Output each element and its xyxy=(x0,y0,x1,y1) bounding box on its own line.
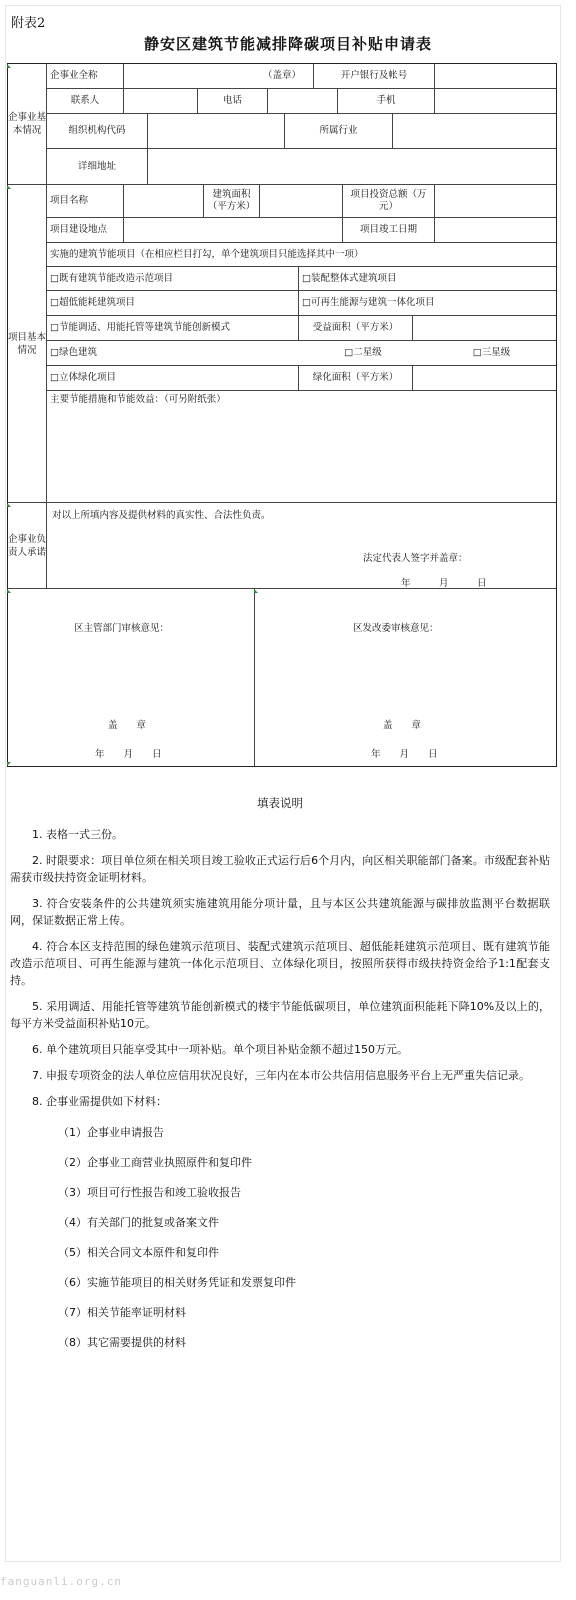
measures-field[interactable] xyxy=(47,391,556,503)
instructions xyxy=(10,795,550,1364)
cell-marker xyxy=(7,589,11,593)
org-code-field[interactable] xyxy=(148,114,285,149)
project-name-label: 项目名称 xyxy=(47,185,124,218)
ndrc-review-box[interactable] xyxy=(255,589,556,766)
org-code-label: 组织机构代码 xyxy=(47,114,148,149)
instruction-item: 1. 表格一式三份。 xyxy=(32,828,123,841)
option-three-star[interactable]: □三星级 xyxy=(427,341,556,366)
option-ultralow[interactable]: □超低能耗建筑项目 xyxy=(47,291,299,316)
site-label: 项目建设地点 xyxy=(47,218,124,243)
material-item: （7）相关节能率证明材料 xyxy=(58,1306,186,1319)
phone-label: 电话 xyxy=(198,89,268,114)
address-field[interactable] xyxy=(148,149,556,185)
material-item: （8）其它需要提供的材料 xyxy=(58,1336,186,1349)
instruction-item: 6. 单个建筑项目只能享受其中一项补贴。单个项目补贴金额不超过150万元。 xyxy=(32,1043,408,1056)
cell-marker xyxy=(7,503,11,507)
project-section-label: 项目基本情况 xyxy=(8,185,47,503)
instruction-item: 4. 符合本区支持范围的绿色建筑示范项目、装配式建筑示范项目、超低能耗建筑示范项目、既有建筑节能改造示范项目、可再生能源与建筑一体化示范项目、立体绿化项目，按照所获得市级扶持资金给予1:1配套支持。 xyxy=(10,940,550,987)
material-item: （3）项目可行性报告和竣工验收报告 xyxy=(58,1186,241,1199)
option-two-star[interactable]: □二星级 xyxy=(299,341,427,366)
ndrc-date: 年 月 日 xyxy=(371,749,438,760)
watermark: fanguanli.org.cn xyxy=(0,1575,122,1588)
instruction-item: 3. 符合安装条件的公共建筑须实施建筑用能分项计量，且与本区公共建筑能源与碳排放监测平台数据联网，保证数据正常上传。 xyxy=(10,897,550,927)
form-title: 静安区建筑节能减排降碳项目补贴申请表 xyxy=(143,35,432,53)
material-item: （2）企事业工商营业执照原件和复印件 xyxy=(58,1156,252,1169)
instruction-item: 8. 企事业需提供如下材料： xyxy=(32,1095,167,1108)
instruction-item: 5. 采用调适、用能托管等建筑节能创新模式的楼宇节能低碳项目，单位建筑面积能耗下降10%及以上的，每平方米受益面积补贴10元。 xyxy=(10,1000,550,1030)
material-item: （5）相关合同文本原件和复印件 xyxy=(58,1246,219,1259)
contact-label: 联系人 xyxy=(47,89,124,114)
building-area-label: 建筑面积（平方米） xyxy=(204,185,260,218)
application-form xyxy=(7,63,557,767)
bank-label: 开户银行及帐号 xyxy=(314,64,435,89)
building-area-field[interactable] xyxy=(260,185,343,218)
attachment-label: 附表2 xyxy=(11,16,46,31)
cell-marker xyxy=(254,589,258,593)
commitment-section-label: 企事业负责人承诺 xyxy=(8,503,47,589)
instruction-item: 7. 申报专项资金的法人单位应信用状况良好，三年内在本市公共信用信息服务平台上无严重失信记录。 xyxy=(32,1069,530,1082)
instructions-title: 填表说明 xyxy=(257,796,303,810)
completion-date-field[interactable] xyxy=(435,218,556,243)
option-green[interactable]: □绿色建筑 xyxy=(47,341,299,366)
industry-label: 所属行业 xyxy=(285,114,393,149)
district-date: 年 月 日 xyxy=(95,749,162,760)
implemented-project-label: 实施的建筑节能项目（在相应栏目打勾，单个建筑项目只能选择其中一项） xyxy=(47,243,556,267)
cell-marker xyxy=(7,185,11,189)
investment-label: 项目投资总额（万元） xyxy=(343,185,435,218)
basic-section-label: 企事业基本情况 xyxy=(8,64,47,185)
district-review-label: 区主管部门审核意见： xyxy=(74,623,170,634)
green-area-label: 绿化面积（平方米） xyxy=(299,366,413,391)
phone-field[interactable] xyxy=(268,89,338,114)
material-item: （6）实施节能项目的相关财务凭证和发票复印件 xyxy=(58,1276,296,1289)
project-name-field[interactable] xyxy=(124,185,204,218)
benefit-area-field[interactable] xyxy=(413,316,556,341)
option-vertical-green[interactable]: □立体绿化项目 xyxy=(47,366,299,391)
company-name-label: 企事业全称 xyxy=(47,64,124,89)
option-prefab[interactable]: □装配整体式建筑项目 xyxy=(299,267,556,291)
ndrc-review-label: 区发改委审核意见： xyxy=(353,623,439,634)
measures-label: 主要节能措施和节能效益：（可另附纸张） xyxy=(50,394,226,405)
address-label: 详细地址 xyxy=(47,149,148,185)
commitment-date: 年 月 日 xyxy=(401,578,487,589)
option-renewable[interactable]: □可再生能源与建筑一体化项目 xyxy=(299,291,556,316)
company-name-field[interactable] xyxy=(124,64,314,89)
bank-field[interactable] xyxy=(435,64,556,89)
investment-field[interactable] xyxy=(435,185,556,218)
district-seal-label: 盖 章 xyxy=(108,720,147,731)
completion-date-label: 项目竣工日期 xyxy=(343,218,435,243)
signature-label: 法定代表人签字并盖章： xyxy=(363,553,468,564)
ndrc-seal-label: 盖 章 xyxy=(383,720,422,731)
industry-field[interactable] xyxy=(393,114,556,149)
option-tuning[interactable]: □节能调适、用能托管等建筑节能创新模式 xyxy=(47,316,299,341)
mobile-field[interactable] xyxy=(435,89,556,114)
green-area-field[interactable] xyxy=(413,366,556,391)
option-retrofit[interactable]: □既有建筑节能改造示范项目 xyxy=(47,267,299,291)
district-review-box[interactable] xyxy=(8,589,255,766)
mobile-label: 手机 xyxy=(338,89,435,114)
cell-marker xyxy=(7,64,11,68)
cell-marker xyxy=(7,762,11,766)
benefit-area-label: 受益面积（平方米） xyxy=(299,316,413,341)
material-item: （1）企事业申请报告 xyxy=(58,1126,164,1139)
seal-note: （盖章） xyxy=(262,70,301,81)
site-field[interactable] xyxy=(124,218,343,243)
material-item: （4）有关部门的批复或备案文件 xyxy=(58,1216,219,1229)
contact-field[interactable] xyxy=(124,89,198,114)
instruction-item: 2. 时限要求：项目单位须在相关项目竣工验收正式运行后6个月内，向区相关职能部门备案。市级配套补贴需获市级扶持资金证明材料。 xyxy=(10,854,550,884)
commitment-statement: 对以上所填内容及提供材料的真实性、合法性负责。 xyxy=(52,510,271,521)
